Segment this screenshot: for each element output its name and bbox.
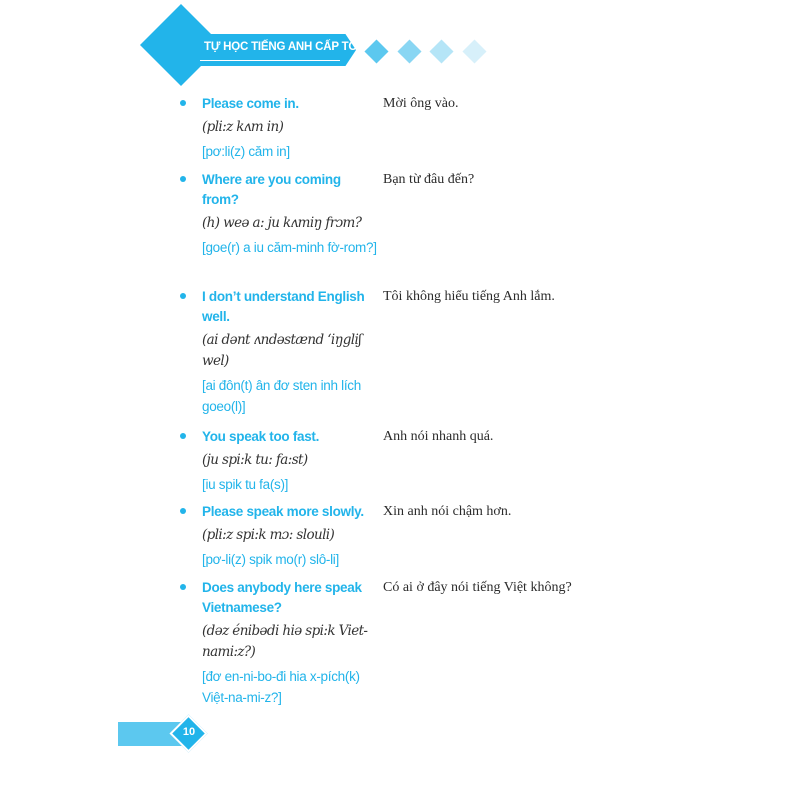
vietnamese-translation: Bạn từ đâu đến?: [383, 172, 475, 187]
vietnamese-pronunciation: [ai đôn(t) ân đơ sten inh lích goeo(l)]: [202, 378, 361, 414]
phrase-left-column: [202, 94, 378, 162]
vietnamese-pronunciation: [đơ en-ni-bo-đi hia x-pích(k) Việt-na-mi-z?]: [202, 669, 360, 705]
phrase-left-column: [202, 502, 378, 570]
english-phrase: Please speak more slowly.: [202, 504, 364, 519]
ipa-transcription: (h) weə a: ju kʌmiŋ frɔm?: [202, 215, 362, 231]
diamond-ornament: [462, 39, 486, 63]
english-phrase: Where are you coming from?: [202, 172, 341, 207]
ipa-transcription: (ai dənt ʌndəstænd ‘iŋgliʃ wel): [202, 332, 362, 369]
vietnamese-pronunciation: [goe(r) a iu căm-minh fờ-rom?]: [202, 240, 377, 255]
vietnamese-pronunciation: [pơ:li(z) căm in]: [202, 144, 290, 159]
phrase-left-column: [202, 427, 378, 495]
bullet-icon: [180, 100, 186, 106]
phrase-left-column: [202, 170, 378, 258]
bullet-icon: [180, 293, 186, 299]
phrase-left-column: [202, 578, 378, 708]
ipa-transcription: (ju spi:k tu: fa:st): [202, 452, 308, 468]
bullet-icon: [180, 584, 186, 590]
header-underline: [200, 60, 340, 61]
bullet-icon: [180, 508, 186, 514]
bullet-icon: [180, 433, 186, 439]
english-phrase: You speak too fast.: [202, 429, 320, 444]
bullet-icon: [180, 176, 186, 182]
vietnamese-translation: Anh nói nhanh quá.: [383, 429, 494, 444]
ipa-transcription: (pli:z spi:k mɔ: slouli): [202, 527, 335, 543]
english-phrase: Please come in.: [202, 96, 299, 111]
vietnamese-pronunciation: [pơ-li(z) spik mo(r) slô-li]: [202, 552, 339, 567]
vietnamese-pronunciation: [iu spik tu fa(s)]: [202, 477, 289, 492]
page-number: 10: [182, 726, 196, 738]
ipa-transcription: (dəz énibədi hiə spi:k Viet-nami:z?): [202, 623, 368, 660]
diamond-ornament: [429, 39, 453, 63]
ipa-transcription: (pli:z kʌm in): [202, 119, 284, 135]
vietnamese-translation: Xin anh nói chậm hơn.: [383, 504, 512, 519]
vietnamese-translation: Tôi không hiểu tiếng Anh lắm.: [383, 289, 555, 304]
vietnamese-translation: Có ai ở đây nói tiếng Việt không?: [383, 580, 572, 595]
english-phrase: I don’t understand English well.: [202, 289, 365, 324]
diamond-ornament: [364, 39, 388, 63]
diamond-ornament: [397, 39, 421, 63]
phrase-left-column: [202, 287, 378, 417]
book-title: TỰ HỌC TIẾNG ANH CẤP TỐC: [204, 41, 366, 53]
vietnamese-translation: Mời ông vào.: [383, 96, 459, 111]
english-phrase: Does anybody here speak Vietnamese?: [202, 580, 362, 615]
